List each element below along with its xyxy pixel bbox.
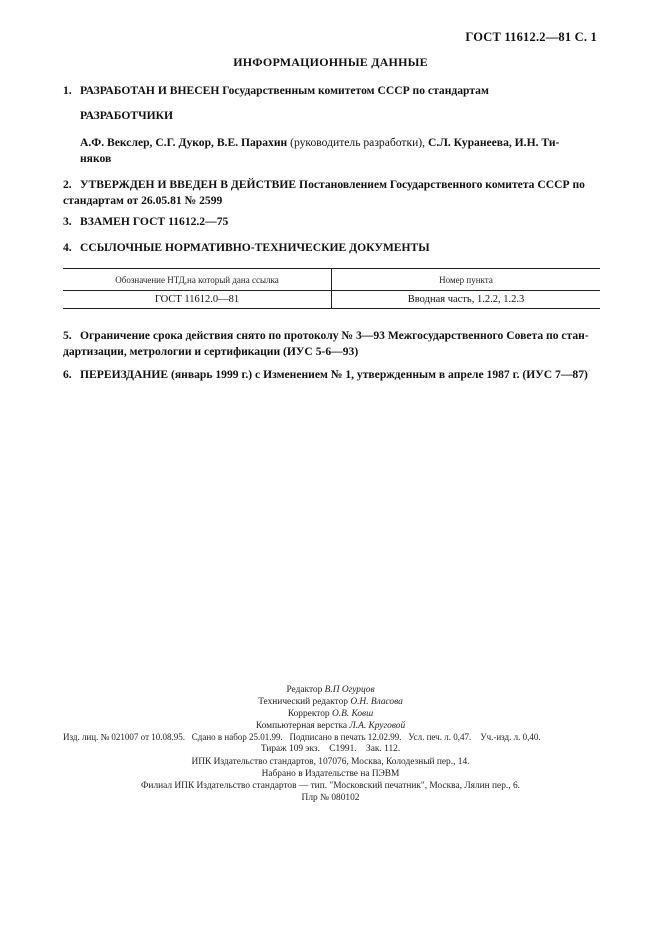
developers-names-1: А.Ф. Векслер, С.Г. Дукор, В.Е. Парахин bbox=[80, 136, 288, 149]
publisher-address: ИПК Издательство стандартов, 107076, Москва, Колодезный пер., 14. bbox=[191, 757, 470, 767]
layout-label: Компьютерная верстка bbox=[255, 721, 348, 731]
publisher-license: Плр № 080102 bbox=[301, 793, 360, 803]
item-replaces bbox=[63, 214, 600, 230]
item-number: 5. bbox=[63, 329, 72, 342]
table-header-row bbox=[63, 269, 600, 291]
item-number: 1. bbox=[63, 84, 72, 97]
item-references bbox=[63, 240, 600, 256]
item-number: 6. bbox=[63, 368, 72, 381]
layout-name: Л.А. Круговой bbox=[349, 721, 406, 731]
item-text-continuation: стандартам от 26.05.81 № 2599 bbox=[63, 194, 223, 207]
item-text: ВЗАМЕН ГОСТ 11612.2—75 bbox=[80, 215, 229, 228]
item-developed bbox=[63, 83, 600, 99]
document-reference: ГОСТ 11612.2—81 С. 1 bbox=[465, 30, 597, 44]
developers-names-3: няков bbox=[80, 152, 112, 165]
corrector-label: Корректор bbox=[287, 709, 330, 719]
editor-name: В.П Огурцов bbox=[324, 685, 375, 695]
item-number: 3. bbox=[63, 215, 72, 228]
editor-label: Редактор bbox=[286, 685, 323, 695]
table-cell: ГОСТ 11612.0—81 bbox=[63, 291, 332, 309]
publisher-typeset: Набрано в Издательстве на ПЭВМ bbox=[261, 769, 400, 779]
item-approved bbox=[63, 177, 600, 209]
imprint-publisher bbox=[0, 756, 661, 804]
table-cell: Вводная часть, 1.2.2, 1.2.3 bbox=[332, 291, 601, 309]
item-reissue bbox=[63, 367, 600, 383]
item-text: РАЗРАБОТАН И ВНЕСЕН Государственным комитетом СССР по стандартам bbox=[80, 84, 489, 97]
item-text: УТВЕРЖДЕН И ВВЕДЕН В ДЕЙСТВИЕ Постановлением Государственного комитета СССР по bbox=[80, 178, 585, 191]
item-text-continuation: дартизации, метрологии и сертификации (ИУС 5-6—93) bbox=[63, 345, 359, 358]
page-title: ИНФОРМАЦИОННЫЕ ДАННЫЕ bbox=[233, 55, 428, 69]
developers-heading: РАЗРАБОТЧИКИ bbox=[80, 109, 174, 122]
publisher-branch: Филиал ИПК Издательство стандартов — тип. "Московский печатник", Москва, Лялин пер., 6. bbox=[141, 781, 520, 791]
item-text: ССЫЛОЧНЫЕ НОРМАТИВНО-ТЕХНИЧЕСКИЕ ДОКУМЕНТЫ bbox=[80, 241, 430, 254]
table-header-cell: Номер пункта bbox=[332, 269, 601, 291]
imprint-staff bbox=[0, 684, 661, 732]
item-text: Ограничение срока действия снято по протоколу № 3—93 Межгосударственного Совета по стан- bbox=[80, 329, 589, 342]
tech-editor-label: Технический редактор bbox=[258, 697, 348, 707]
developers-role: (руководитель разработки), bbox=[287, 136, 428, 149]
developers-names-2: С.Л. Куранеева, И.Н. Ти- bbox=[427, 136, 560, 149]
references-table bbox=[63, 268, 600, 309]
corrector-name: О.В. Ковш bbox=[331, 709, 374, 719]
item-number: 2. bbox=[63, 178, 72, 191]
item-text: ПЕРЕИЗДАНИЕ (январь 1999 г.) с Изменением № 1, утвержденным в апреле 1987 г. (ИУС 7—87) bbox=[80, 368, 588, 381]
tech-editor-name: О.Н. Власова bbox=[350, 697, 403, 707]
table-header-cell: Обозначение НТД,на который дана ссылка bbox=[63, 269, 332, 291]
table-row bbox=[63, 291, 600, 309]
imprint-print-run: Тираж 109 экз. С1991. Зак. 112. bbox=[260, 744, 401, 754]
item-limitation bbox=[63, 328, 600, 360]
item-number: 4. bbox=[63, 241, 72, 254]
imprint-publishing-line: Изд. лиц. № 021007 от 10.08.95. Сдано в набор 25.01.99. Подписано в печать 12.02.99. Усл. печ. л. 0,47. Уч.-изд. л. 0,40. bbox=[63, 732, 541, 742]
developers-list bbox=[80, 135, 600, 167]
